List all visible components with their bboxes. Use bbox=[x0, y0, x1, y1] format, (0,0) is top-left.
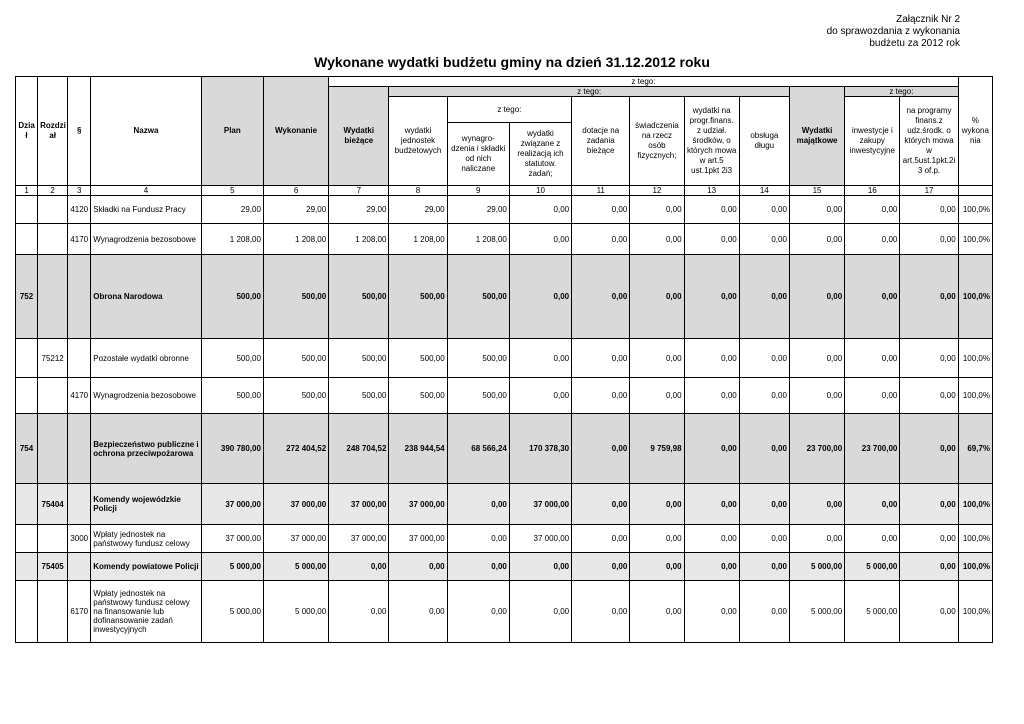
cell-value: 500,00 bbox=[201, 339, 263, 378]
cell-paragraf bbox=[68, 414, 91, 484]
column-number: 10 bbox=[509, 186, 571, 196]
cell-value: 0,00 bbox=[447, 525, 509, 553]
cell-value: 29,00 bbox=[201, 196, 263, 224]
cell-value: 500,00 bbox=[389, 339, 447, 378]
cell-value: 100,0% bbox=[958, 378, 992, 414]
cell-value: 0,00 bbox=[684, 378, 739, 414]
cell-value: 0,00 bbox=[389, 553, 447, 581]
cell-value: 100,0% bbox=[958, 553, 992, 581]
cell-value: 29,00 bbox=[263, 196, 328, 224]
cell-value: 0,00 bbox=[329, 553, 389, 581]
cell-dzial: 754 bbox=[16, 414, 38, 484]
cell-value: 100,0% bbox=[958, 196, 992, 224]
cell-value: 1 208,00 bbox=[201, 224, 263, 255]
cell-value: 0,00 bbox=[509, 224, 571, 255]
cell-value: 500,00 bbox=[447, 339, 509, 378]
cell-value: 0,00 bbox=[789, 255, 844, 339]
cell-nazwa: Wpłaty jednostek na państwowy fundusz celowy na finansowanie lub dofinansowanie zadań inwestycyjnych bbox=[91, 581, 201, 643]
header-zadania-statutowe: wydatki związane z realizacją ich statutow. zadań; bbox=[509, 123, 571, 186]
cell-value: 37 000,00 bbox=[201, 525, 263, 553]
cell-value: 0,00 bbox=[630, 581, 684, 643]
cell-value: 0,00 bbox=[509, 581, 571, 643]
header-wydatki-biezace: Wydatki bieżące bbox=[329, 87, 389, 186]
cell-dzial: 752 bbox=[16, 255, 38, 339]
cell-value: 0,00 bbox=[447, 553, 509, 581]
cell-value: 500,00 bbox=[263, 255, 328, 339]
cell-value: 37 000,00 bbox=[263, 484, 328, 525]
cell-rozdzial bbox=[38, 414, 68, 484]
header-wydatki-jednostek: wydatki jednostek budżetowych bbox=[389, 97, 447, 186]
header-wydatki-progr: wydatki na progr.finans. z udział. środków, o których mowa w art.5 ust.1pkt 2i3 bbox=[684, 97, 739, 186]
cell-value: 0,00 bbox=[684, 339, 739, 378]
cell-value: 0,00 bbox=[630, 553, 684, 581]
header-nazwa: Nazwa bbox=[91, 77, 201, 186]
cell-value: 9 759,98 bbox=[630, 414, 684, 484]
header-wynagrodzenia: wynagro- dzenia i składki od nich naliczane bbox=[447, 123, 509, 186]
cell-value: 0,00 bbox=[739, 553, 789, 581]
cell-value: 100,0% bbox=[958, 339, 992, 378]
table-header bbox=[16, 77, 993, 196]
cell-value: 0,00 bbox=[845, 525, 900, 553]
column-number: 15 bbox=[789, 186, 844, 196]
cell-value: 500,00 bbox=[201, 255, 263, 339]
column-number: 1 bbox=[16, 186, 38, 196]
cell-rozdzial: 75212 bbox=[38, 339, 68, 378]
annex-line-1: Załącznik Nr 2 bbox=[896, 14, 960, 25]
cell-value: 0,00 bbox=[845, 255, 900, 339]
header-z-tego-biezace: z tego: bbox=[389, 87, 790, 97]
column-number: 13 bbox=[684, 186, 739, 196]
column-number: 11 bbox=[572, 186, 630, 196]
cell-value: 0,00 bbox=[572, 339, 630, 378]
column-number: 12 bbox=[630, 186, 684, 196]
cell-rozdzial bbox=[38, 581, 68, 643]
cell-value: 170 378,30 bbox=[509, 414, 571, 484]
cell-value: 37 000,00 bbox=[329, 525, 389, 553]
column-number: 4 bbox=[91, 186, 201, 196]
column-number: 7 bbox=[329, 186, 389, 196]
table-row bbox=[16, 255, 993, 339]
cell-value: 500,00 bbox=[329, 378, 389, 414]
cell-value: 0,00 bbox=[900, 414, 958, 484]
header-inwestycje: inwestycje i zakupy inwestycyjne bbox=[845, 97, 900, 186]
column-number: 9 bbox=[447, 186, 509, 196]
cell-value: 1 208,00 bbox=[263, 224, 328, 255]
cell-value: 0,00 bbox=[572, 255, 630, 339]
cell-value: 0,00 bbox=[789, 339, 844, 378]
cell-value: 238 944,54 bbox=[389, 414, 447, 484]
cell-nazwa: Wynagrodzenia bezosobowe bbox=[91, 224, 201, 255]
cell-value: 37 000,00 bbox=[389, 525, 447, 553]
cell-rozdzial bbox=[38, 255, 68, 339]
cell-value: 0,00 bbox=[900, 255, 958, 339]
column-number: 16 bbox=[845, 186, 900, 196]
cell-value: 0,00 bbox=[900, 196, 958, 224]
cell-value: 100,0% bbox=[958, 484, 992, 525]
cell-value: 500,00 bbox=[263, 339, 328, 378]
cell-dzial bbox=[16, 484, 38, 525]
header-rozdzial: Rozdzi ał bbox=[38, 77, 68, 186]
cell-paragraf bbox=[68, 339, 91, 378]
table-row bbox=[16, 224, 993, 255]
cell-value: 5 000,00 bbox=[263, 581, 328, 643]
cell-value: 5 000,00 bbox=[789, 553, 844, 581]
cell-paragraf: 4170 bbox=[68, 378, 91, 414]
header-obsluga-dlugu: obsługa długu bbox=[739, 97, 789, 186]
cell-paragraf: 3000 bbox=[68, 525, 91, 553]
cell-value: 500,00 bbox=[201, 378, 263, 414]
cell-dzial bbox=[16, 553, 38, 581]
cell-value: 0,00 bbox=[684, 224, 739, 255]
cell-value: 0,00 bbox=[447, 484, 509, 525]
cell-value: 1 208,00 bbox=[447, 224, 509, 255]
header-z-tego-top: z tego: bbox=[329, 77, 959, 87]
cell-value: 1 208,00 bbox=[329, 224, 389, 255]
cell-value: 5 000,00 bbox=[263, 553, 328, 581]
document-title: Wykonane wydatki budżetu gminy na dzień 31.12.2012 roku bbox=[314, 54, 710, 70]
cell-rozdzial bbox=[38, 525, 68, 553]
cell-value: 37 000,00 bbox=[389, 484, 447, 525]
cell-value: 0,00 bbox=[572, 224, 630, 255]
header-procent: % wykona nia bbox=[958, 77, 992, 186]
column-number: 6 bbox=[263, 186, 328, 196]
cell-paragraf: 4170 bbox=[68, 224, 91, 255]
cell-value: 0,00 bbox=[789, 196, 844, 224]
cell-value: 500,00 bbox=[329, 339, 389, 378]
cell-value: 0,00 bbox=[630, 339, 684, 378]
cell-value: 500,00 bbox=[263, 378, 328, 414]
table-row bbox=[16, 196, 993, 224]
cell-rozdzial: 75404 bbox=[38, 484, 68, 525]
cell-value: 0,00 bbox=[447, 581, 509, 643]
annex-note bbox=[827, 14, 960, 50]
cell-value: 0,00 bbox=[684, 414, 739, 484]
cell-value: 0,00 bbox=[739, 196, 789, 224]
cell-rozdzial bbox=[38, 224, 68, 255]
cell-rozdzial bbox=[38, 378, 68, 414]
column-number: 8 bbox=[389, 186, 447, 196]
cell-value: 0,00 bbox=[845, 196, 900, 224]
cell-value: 0,00 bbox=[509, 553, 571, 581]
cell-value: 0,00 bbox=[900, 484, 958, 525]
cell-value: 0,00 bbox=[684, 553, 739, 581]
cell-value: 5 000,00 bbox=[789, 581, 844, 643]
cell-value: 0,00 bbox=[739, 414, 789, 484]
cell-value: 5 000,00 bbox=[201, 553, 263, 581]
cell-value: 100,0% bbox=[958, 525, 992, 553]
cell-value: 0,00 bbox=[630, 525, 684, 553]
column-number: 2 bbox=[38, 186, 68, 196]
cell-value: 5 000,00 bbox=[845, 581, 900, 643]
cell-nazwa: Obrona Narodowa bbox=[91, 255, 201, 339]
cell-value: 0,00 bbox=[845, 484, 900, 525]
table-row bbox=[16, 553, 993, 581]
cell-value: 37 000,00 bbox=[263, 525, 328, 553]
cell-paragraf: 6170 bbox=[68, 581, 91, 643]
column-number bbox=[958, 186, 992, 196]
cell-value: 0,00 bbox=[739, 255, 789, 339]
cell-value: 0,00 bbox=[684, 581, 739, 643]
cell-value: 100,0% bbox=[958, 255, 992, 339]
header-programy-finans: na programy finans.z udz.środk. o których mowa w art.5ust.1pkt.2i 3 of.p. bbox=[900, 97, 958, 186]
header-wykonanie: Wykonanie bbox=[263, 77, 328, 186]
cell-value: 0,00 bbox=[684, 196, 739, 224]
header-z-tego-jednostek: z tego: bbox=[447, 97, 571, 123]
cell-value: 0,00 bbox=[900, 581, 958, 643]
header-dotacje: dotacje na zadania bieżące bbox=[572, 97, 630, 186]
cell-value: 0,00 bbox=[900, 525, 958, 553]
cell-paragraf bbox=[68, 553, 91, 581]
cell-value: 29,00 bbox=[329, 196, 389, 224]
cell-value: 500,00 bbox=[389, 378, 447, 414]
cell-value: 272 404,52 bbox=[263, 414, 328, 484]
header-z-tego-majatkowe: z tego: bbox=[845, 87, 959, 97]
cell-value: 0,00 bbox=[900, 378, 958, 414]
cell-value: 37 000,00 bbox=[329, 484, 389, 525]
cell-value: 5 000,00 bbox=[201, 581, 263, 643]
cell-value: 500,00 bbox=[447, 255, 509, 339]
column-number: 14 bbox=[739, 186, 789, 196]
table-row bbox=[16, 581, 993, 643]
cell-value: 248 704,52 bbox=[329, 414, 389, 484]
table-row bbox=[16, 525, 993, 553]
cell-value: 0,00 bbox=[572, 378, 630, 414]
cell-value: 0,00 bbox=[739, 339, 789, 378]
cell-rozdzial: 75405 bbox=[38, 553, 68, 581]
table-row bbox=[16, 378, 993, 414]
cell-nazwa: Wpłaty jednostek na państwowy fundusz celowy bbox=[91, 525, 201, 553]
cell-value: 23 700,00 bbox=[845, 414, 900, 484]
cell-paragraf: 4120 bbox=[68, 196, 91, 224]
cell-value: 0,00 bbox=[572, 581, 630, 643]
header-wydatki-majatkowe: Wydatki majątkowe bbox=[789, 87, 844, 186]
cell-nazwa: Wynagrodzenia bezosobowe bbox=[91, 378, 201, 414]
cell-value: 29,00 bbox=[389, 196, 447, 224]
cell-value: 0,00 bbox=[572, 525, 630, 553]
cell-value: 0,00 bbox=[900, 339, 958, 378]
cell-value: 0,00 bbox=[684, 525, 739, 553]
cell-dzial bbox=[16, 525, 38, 553]
cell-value: 23 700,00 bbox=[789, 414, 844, 484]
cell-value: 0,00 bbox=[684, 255, 739, 339]
header-plan: Plan bbox=[201, 77, 263, 186]
cell-value: 0,00 bbox=[845, 378, 900, 414]
cell-value: 0,00 bbox=[509, 255, 571, 339]
cell-value: 69,7% bbox=[958, 414, 992, 484]
header-swiadczenia: świadczenia na rzecz osób fizycznych; bbox=[630, 97, 684, 186]
cell-value: 0,00 bbox=[509, 339, 571, 378]
cell-nazwa: Bezpieczeństwo publiczne i ochrona przeciwpożarowa bbox=[91, 414, 201, 484]
cell-value: 0,00 bbox=[845, 339, 900, 378]
cell-value: 0,00 bbox=[509, 196, 571, 224]
cell-value: 29,00 bbox=[447, 196, 509, 224]
cell-value: 0,00 bbox=[630, 224, 684, 255]
cell-value: 0,00 bbox=[329, 581, 389, 643]
cell-value: 0,00 bbox=[572, 553, 630, 581]
cell-value: 0,00 bbox=[789, 525, 844, 553]
cell-value: 100,0% bbox=[958, 581, 992, 643]
cell-nazwa: Składki na Fundusz Pracy bbox=[91, 196, 201, 224]
cell-dzial bbox=[16, 581, 38, 643]
cell-value: 0,00 bbox=[789, 378, 844, 414]
cell-nazwa: Pozostałe wydatki obronne bbox=[91, 339, 201, 378]
cell-value: 37 000,00 bbox=[509, 484, 571, 525]
cell-value: 0,00 bbox=[789, 224, 844, 255]
cell-value: 1 208,00 bbox=[389, 224, 447, 255]
cell-value: 500,00 bbox=[329, 255, 389, 339]
cell-value: 68 566,24 bbox=[447, 414, 509, 484]
cell-value: 0,00 bbox=[739, 484, 789, 525]
cell-paragraf bbox=[68, 255, 91, 339]
cell-value: 0,00 bbox=[900, 224, 958, 255]
cell-value: 0,00 bbox=[684, 484, 739, 525]
cell-value: 0,00 bbox=[572, 484, 630, 525]
cell-nazwa: Komendy wojewódzkie Policji bbox=[91, 484, 201, 525]
cell-dzial bbox=[16, 339, 38, 378]
cell-value: 0,00 bbox=[630, 484, 684, 525]
header-dzial: Dzia ł bbox=[16, 77, 38, 186]
annex-line-3: budżetu za 2012 rok bbox=[869, 38, 960, 49]
cell-dzial bbox=[16, 224, 38, 255]
cell-value: 0,00 bbox=[630, 196, 684, 224]
column-number-row bbox=[16, 186, 993, 196]
cell-value: 0,00 bbox=[845, 224, 900, 255]
budget-table bbox=[15, 76, 993, 643]
cell-value: 5 000,00 bbox=[845, 553, 900, 581]
cell-dzial bbox=[16, 196, 38, 224]
cell-value: 0,00 bbox=[630, 378, 684, 414]
cell-value: 0,00 bbox=[739, 378, 789, 414]
cell-value: 500,00 bbox=[447, 378, 509, 414]
table-row bbox=[16, 414, 993, 484]
header-paragraf: § bbox=[68, 77, 91, 186]
table-row bbox=[16, 484, 993, 525]
cell-value: 100,0% bbox=[958, 224, 992, 255]
cell-value: 37 000,00 bbox=[509, 525, 571, 553]
cell-value: 37 000,00 bbox=[201, 484, 263, 525]
cell-value: 500,00 bbox=[389, 255, 447, 339]
cell-value: 0,00 bbox=[739, 224, 789, 255]
cell-value: 0,00 bbox=[789, 484, 844, 525]
cell-dzial bbox=[16, 378, 38, 414]
cell-value: 0,00 bbox=[739, 581, 789, 643]
table-body bbox=[16, 196, 993, 643]
cell-value: 0,00 bbox=[509, 378, 571, 414]
cell-value: 0,00 bbox=[572, 196, 630, 224]
column-number: 17 bbox=[900, 186, 958, 196]
table-row bbox=[16, 339, 993, 378]
cell-paragraf bbox=[68, 484, 91, 525]
cell-value: 0,00 bbox=[900, 553, 958, 581]
cell-value: 0,00 bbox=[389, 581, 447, 643]
cell-nazwa: Komendy powiatowe Policji bbox=[91, 553, 201, 581]
cell-value: 0,00 bbox=[739, 525, 789, 553]
cell-value: 0,00 bbox=[572, 414, 630, 484]
column-number: 5 bbox=[201, 186, 263, 196]
cell-value: 390 780,00 bbox=[201, 414, 263, 484]
annex-line-2: do sprawozdania z wykonania bbox=[826, 26, 960, 37]
cell-rozdzial bbox=[38, 196, 68, 224]
cell-value: 0,00 bbox=[630, 255, 684, 339]
column-number: 3 bbox=[68, 186, 91, 196]
